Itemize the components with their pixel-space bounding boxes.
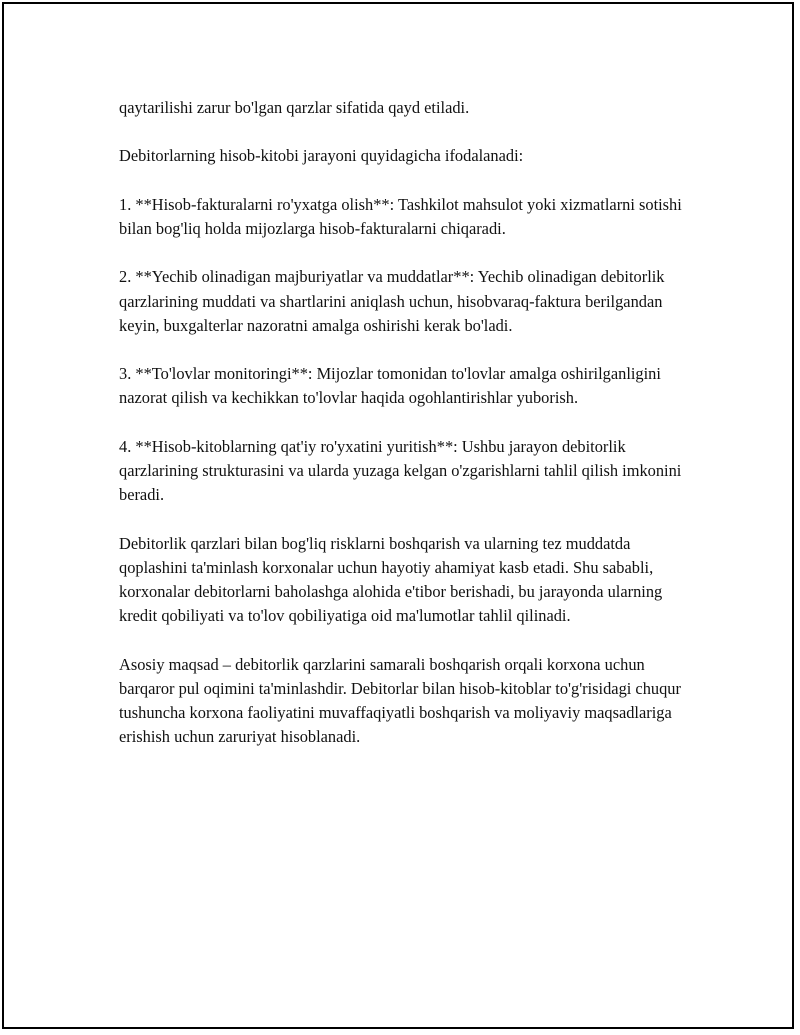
list-item-3: 3. **To'lovlar monitoringi**: Mijozlar tomonidan to'lovlar amalga oshirilganligini nazorat qilish va kechikkan to'lovlar haqida ogohlantirishlar yuborish.: [119, 364, 661, 408]
page: [2, 2, 794, 1029]
document-body: [119, 96, 689, 774]
paragraph-continuation: qaytarilishi zarur bo'lgan qarzlar sifatida qayd etiladi.: [119, 98, 470, 117]
list-item-4: 4. **Hisob-kitoblarning qat'iy ro'yxatini yuritish**: Ushbu jarayon debitorlik qarzlarining strukturasini va ularda yuzaga kelgan o'zgarishlarni tahlil qilish imkonini beradi.: [119, 436, 682, 505]
paragraph-risks: Debitorlik qarzlari bilan bog'liq risklarni boshqarish va ularning tez muddatda qoplashini ta'minlash korxonalar uchun hayotiy ahamiyat kasb etadi. Shu sababli, korxonalar debitorlarni baholashga alohida e'tibor berishadi, bu jarayonda ularning kredit qobiliyati va to'lov qobiliyatiga oid ma'lumotlar tahlil qilinadi.: [119, 533, 663, 626]
paragraph-conclusion: Asosiy maqsad – debitorlik qarzlarini samarali boshqarish orqali korxona uchun barqaror pul oqimini ta'minlashdir. Debitorlar bilan hisob-kitoblar to'g'risidagi chuqur tushuncha korxona faoliyatini muvaffaqiyatli boshqarish va moliyaviy maqsadlariga erishish uchun zaruriyat hisoblanadi.: [119, 654, 681, 747]
list-item-2: 2. **Yechib olinadigan majburiyatlar va muddatlar**: Yechib olinadigan debitorlik qarzlarining muddati va shartlarini aniqlash uchun, hisobvaraq-faktura berilgandan keyin, buxgalterlar nazoratni amalga oshirishi kerak bo'ladi.: [119, 267, 665, 335]
list-item-1: 1. **Hisob-fakturalarni ro'yxatga olish**: Tashkilot mahsulot yoki xizmatlarni sotishi bilan bog'liq holda mijozlarga hisob-fakturalarni chiqaradi.: [119, 194, 682, 238]
paragraph-intro: Debitorlarning hisob-kitobi jarayoni quyidagicha ifodalanadi:: [119, 146, 524, 166]
